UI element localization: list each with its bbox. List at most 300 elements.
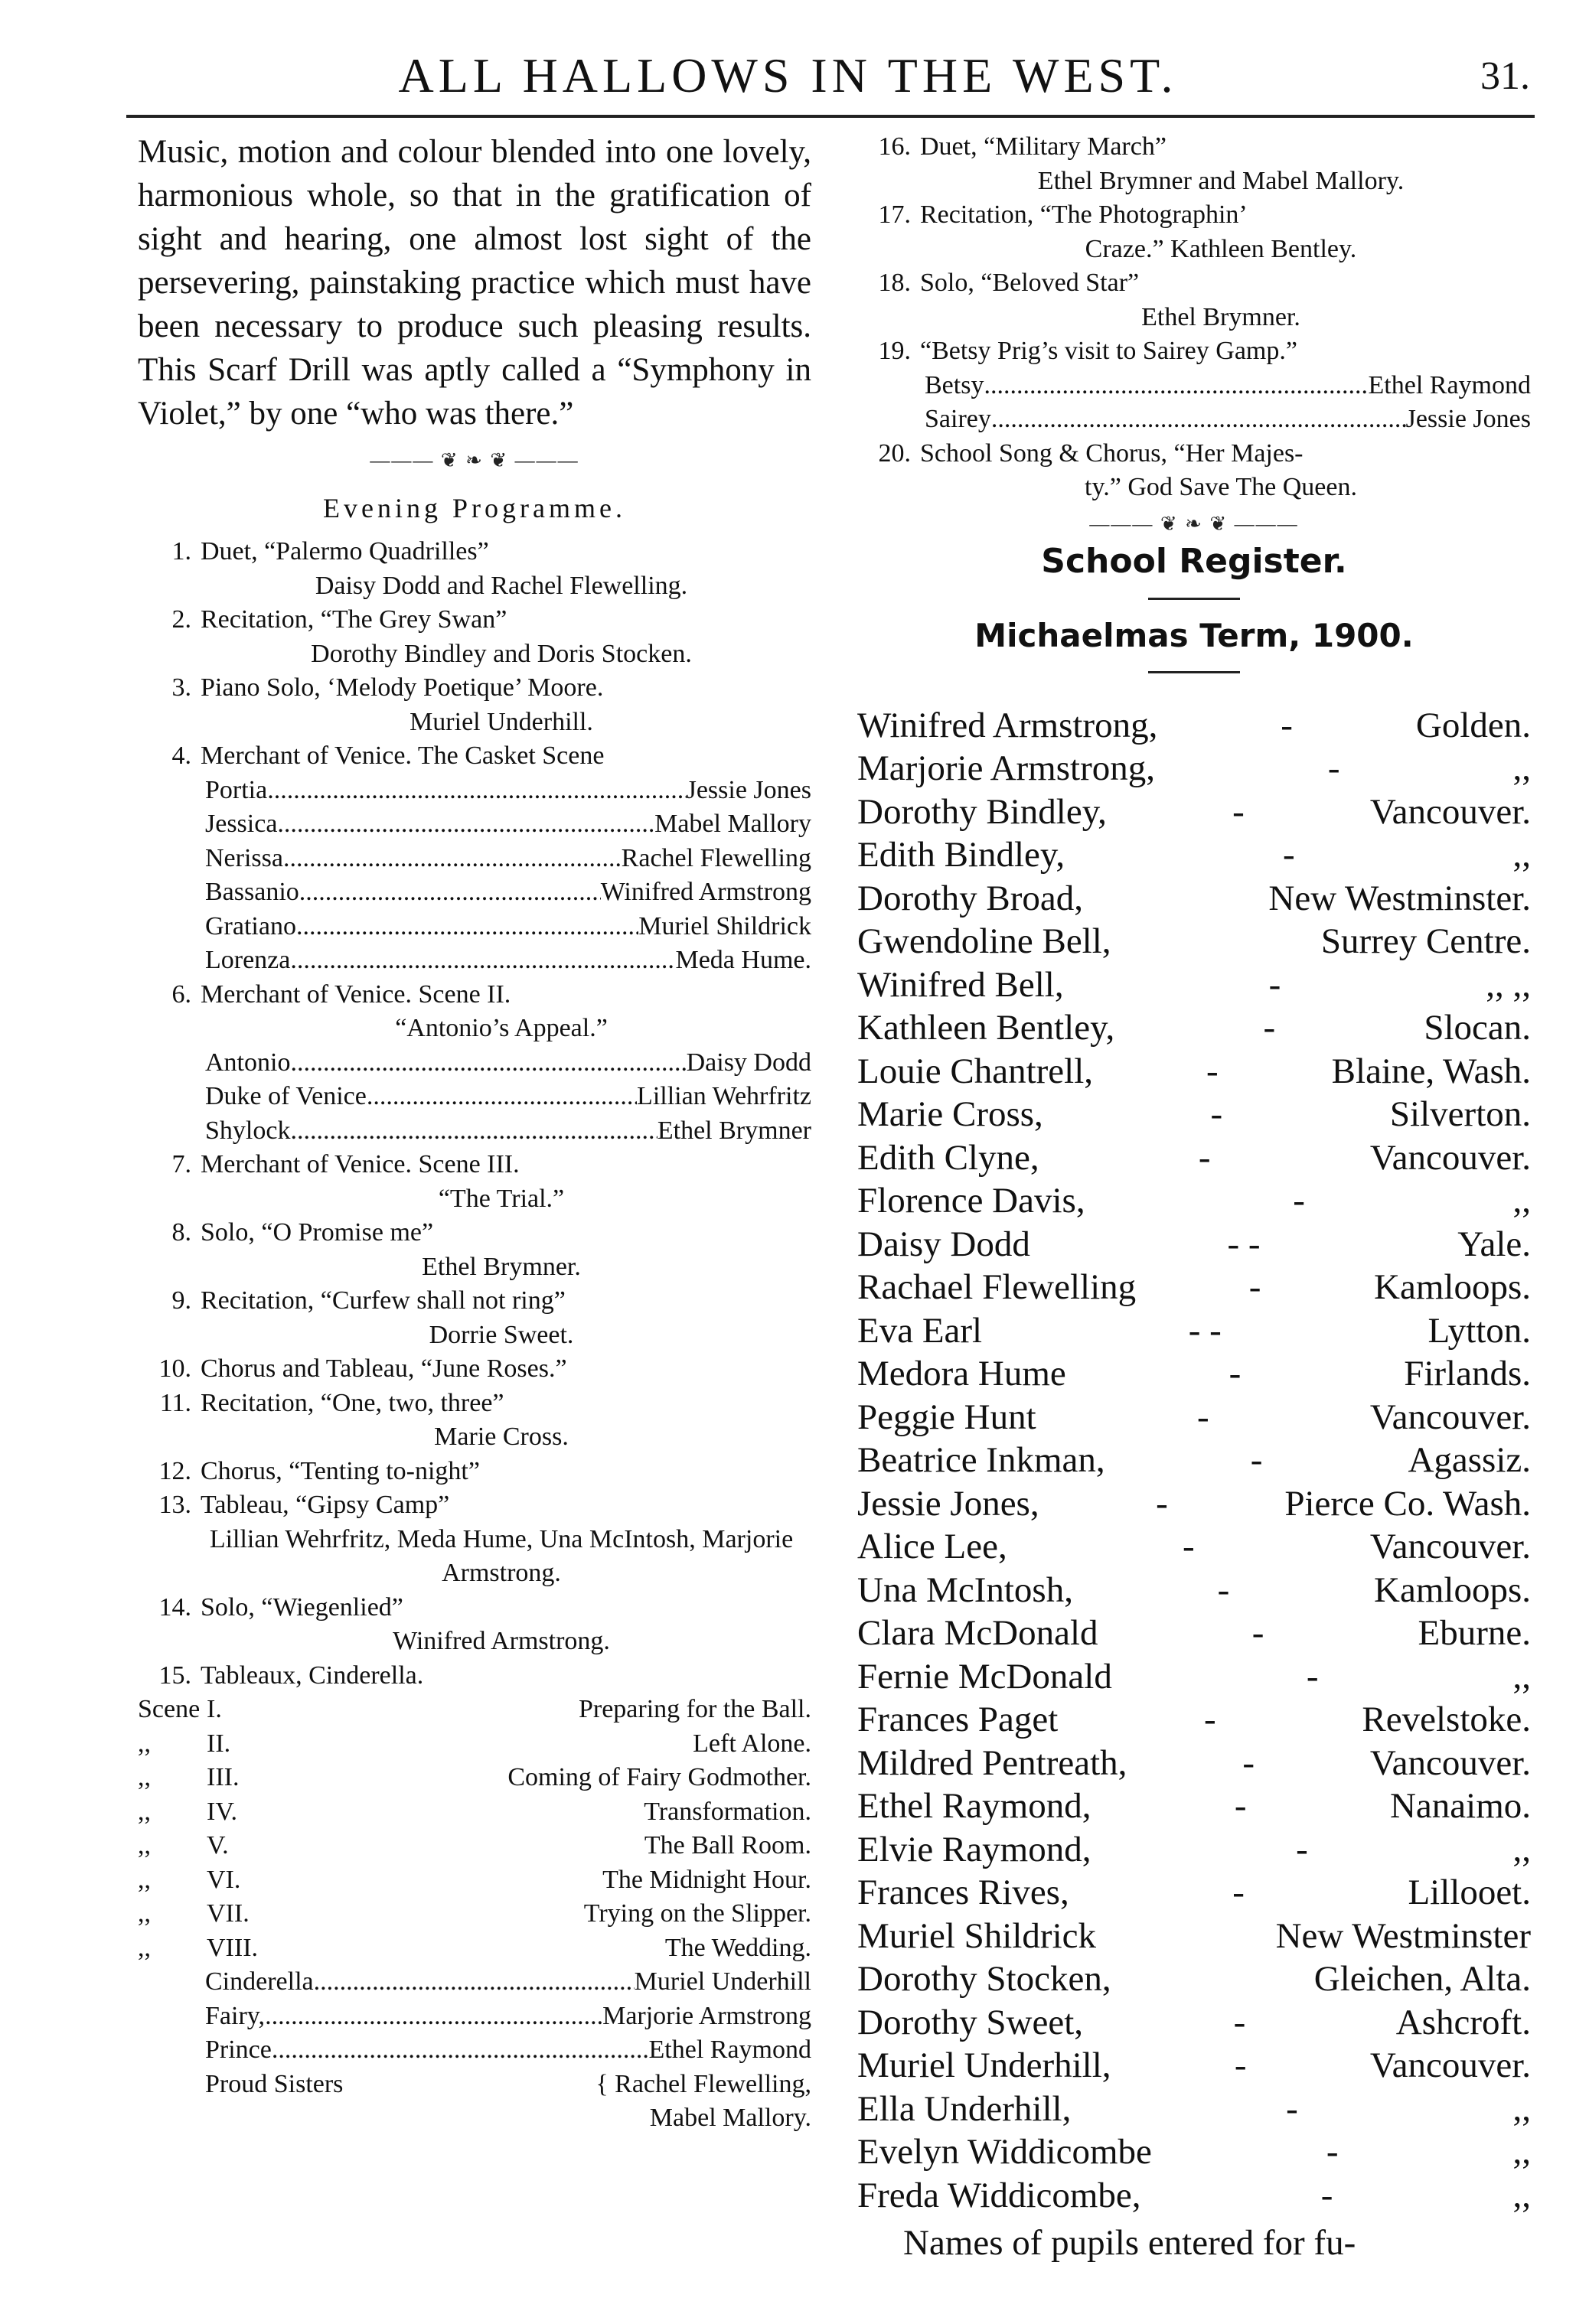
separator-dash: - — [1263, 1008, 1276, 1048]
separator-dash: - — [1232, 791, 1245, 832]
separator-dash: - — [1182, 1527, 1195, 1566]
register-row — [857, 963, 1531, 1007]
register-row — [857, 833, 1531, 877]
separator-dash: - — [1210, 1094, 1223, 1134]
leader-dots — [290, 1046, 686, 1081]
separator-dash: - — [1293, 1181, 1305, 1221]
separator-dash: - — [1206, 1051, 1219, 1091]
programme-item — [138, 1488, 811, 1591]
evening-programme-continued — [857, 130, 1531, 505]
separator-dash: - — [1327, 748, 1340, 788]
pupil-hometown: ,, — [1512, 835, 1531, 875]
intro-paragraph: Music, motion and colour blended into one lovely, harmonious whole, so that in the gratification of sight and hearing, one almost lost sight of the persevering, painstaking practice which must have been necessary to produce such pleasing results. This Scarf Drill was aptly called a “Symphony in Violet,” by one “who was there.” — [138, 134, 811, 432]
item-number: 16. — [878, 132, 911, 161]
item-title: Merchant of Venice. Scene III. — [201, 1150, 520, 1178]
item-performers: Ethel Brymner and Mabel Mallory. — [1037, 166, 1405, 195]
pupil-name: Louie Chantrell, — [857, 1051, 1094, 1091]
scene-row — [138, 1727, 811, 1762]
programme-items-7-14 — [138, 1148, 811, 1659]
separator-dash: - — [1242, 1742, 1255, 1783]
pupil-hometown: Gleichen, Alta. — [1313, 1959, 1531, 1999]
scene-number: VI. — [207, 1865, 241, 1894]
item-title: Solo, “O Promise me” — [201, 1218, 434, 1247]
programme-item-6: 6. Merchant of Venice. Scene II. “Antonio’s Appeal.” Antonio ..... Daisy Dodd Duke of Venice ..... Lillian Wehrfritz Shylock ..... Ethel Brymner — [138, 978, 811, 1149]
pupil-hometown: Nanaimo. — [1389, 1786, 1531, 1826]
scene-number: V. — [207, 1831, 229, 1860]
register-row — [857, 1309, 1531, 1353]
item-title: Solo, “Wiegenlied” — [201, 1592, 403, 1622]
programme-item-line — [857, 130, 1531, 165]
item-performers: Lillian Wehrfritz, Meda Hume, Una McIntosh, Marjorie Armstrong. — [209, 1524, 794, 1587]
cast-role: Gratiano — [205, 911, 296, 940]
item-performers: Dorothy Bindley and Doris Stocken. — [311, 639, 692, 668]
item-title: Recitation, “One, two, three” — [201, 1388, 504, 1417]
leader-dots — [290, 1114, 657, 1149]
separator-dash: - — [1306, 1656, 1319, 1697]
cast-role: Cinderella — [205, 1967, 314, 1996]
separator-dash: - — [1320, 2175, 1333, 2215]
separator-dash: - — [1251, 1613, 1264, 1653]
programme-item-line — [857, 198, 1531, 233]
separator-dash: - — [1233, 2002, 1246, 2042]
item-title: Recitation, “Curfew shall not ring” — [201, 1286, 566, 1315]
cast-list — [138, 774, 811, 978]
scene-number: IV. — [207, 1797, 237, 1826]
register-row — [857, 1612, 1531, 1655]
cast-actor: Jessie Jones — [686, 775, 811, 804]
pupil-name: Daisy Dodd — [857, 1224, 1030, 1264]
item-number: 2. — [171, 605, 191, 634]
programme-item — [138, 1387, 811, 1455]
item-number: 19. — [878, 337, 911, 365]
pupil-name: Marjorie Armstrong, — [857, 748, 1155, 788]
item-performers: Ethel Brymner. — [1141, 302, 1300, 331]
programme-item — [138, 603, 811, 671]
register-row — [857, 1223, 1531, 1266]
cast-role: Shylock — [205, 1116, 291, 1145]
item-number: 12. — [158, 1456, 191, 1485]
left-column — [138, 130, 811, 2136]
item-title: Chorus and Tableau, “June Roses.” — [201, 1354, 567, 1383]
pupil-hometown: Vancouver. — [1369, 2045, 1531, 2085]
cast-row: Proud Sisters { Rachel Flewelling, — [205, 2069, 811, 2098]
register-row — [857, 747, 1531, 790]
pupil-hometown: Firlands. — [1404, 1354, 1531, 1393]
pupil-hometown: Agassiz. — [1408, 1440, 1531, 1480]
pupil-name: Muriel Underhill, — [857, 2045, 1111, 2085]
register-row — [857, 1698, 1531, 1742]
scene-label: ,, — [138, 1797, 151, 1826]
programme-item — [138, 671, 811, 739]
item-number: 10. — [158, 1354, 191, 1383]
scene-row — [138, 1931, 811, 1966]
item-performers: Marie Cross. — [434, 1423, 569, 1451]
cast-actor: Ethel Raymond — [648, 2036, 811, 2064]
separator-dash: - — [1232, 1873, 1245, 1912]
item-number: 7. — [171, 1150, 191, 1178]
leader-dots — [991, 403, 1406, 437]
pupil-hometown: Kamloops. — [1374, 1569, 1531, 1610]
pupil-hometown: Vancouver. — [1369, 1742, 1531, 1783]
leader-dots — [290, 944, 675, 978]
scene-number: II. — [207, 1729, 231, 1758]
scene-title: Coming of Fairy Godmother. — [507, 1763, 811, 1791]
scene-number: I. — [207, 1695, 222, 1723]
item-title: Duet, “Military March” — [920, 132, 1167, 161]
pupil-name: Dorothy Bindley, — [857, 791, 1107, 832]
separator-dash: - — [1286, 2088, 1298, 2129]
scene-row — [138, 1863, 811, 1898]
register-row — [857, 2174, 1531, 2218]
pupil-hometown: Blaine, Wash. — [1331, 1051, 1531, 1091]
cast-list — [138, 1965, 811, 2068]
scene-number: VIII. — [207, 1933, 259, 1962]
cast-list — [138, 1046, 811, 1149]
pupil-hometown: ,, — [1512, 748, 1531, 788]
pupil-hometown: Silverton. — [1389, 1094, 1531, 1134]
pupil-hometown: Yale. — [1457, 1224, 1531, 1264]
scene-row — [138, 1761, 811, 1795]
register-row — [857, 704, 1531, 748]
pupil-name: Winifred Bell, — [857, 964, 1064, 1005]
pupil-name: Marie Cross, — [857, 1094, 1043, 1134]
right-column — [857, 130, 1531, 2266]
cast-row — [138, 875, 811, 910]
scene-row — [138, 1829, 811, 1863]
cast-actor: Marjorie Armstrong — [602, 2001, 811, 2030]
leader-dots — [367, 1080, 637, 1114]
scene-label: Scene — [138, 1695, 201, 1723]
item-title: Solo, “Beloved Star” — [920, 269, 1140, 297]
page-number: 31. — [1480, 54, 1530, 98]
register-row — [857, 1785, 1531, 1828]
item-title: Recitation, “The Grey Swan” — [201, 605, 507, 634]
pupil-name: Ethel Raymond, — [857, 1786, 1091, 1826]
cast-role: Prince — [205, 2036, 272, 2064]
register-row — [857, 1915, 1531, 1958]
cast-role: Duke of Venice — [205, 1082, 367, 1110]
separator-dash: - — [1228, 1354, 1242, 1393]
cast-row — [138, 2033, 811, 2068]
scene-title: The Ball Room. — [644, 1831, 811, 1860]
register-row — [857, 1093, 1531, 1136]
evening-programme — [138, 535, 811, 2136]
cast-role: Fairy, — [205, 2001, 266, 2030]
register-row — [857, 1655, 1531, 1699]
pupil-name: Florence Davis, — [857, 1181, 1085, 1221]
programme-item-4: 4. Merchant of Venice. The Casket Scene Portia ..... Jessie Jones Jessica ..... Mabel Mallory Nerissa ..... Rachel Flewelling Bassanio ..... Winifred Armstrong Gratiano ..... Muriel Shildrick Lorenza ..... Meda Hume. — [138, 739, 811, 978]
pupil-hometown: New Westminster. — [1268, 878, 1531, 918]
cast-row — [138, 1114, 811, 1149]
cast-actor: Daisy Dodd — [686, 1048, 811, 1077]
item-number: 18. — [878, 269, 911, 297]
register-row — [857, 1482, 1531, 1526]
evening-programme-title: Evening Programme. — [323, 493, 626, 523]
item-number: 9. — [171, 1286, 191, 1315]
leader-dots — [283, 842, 622, 876]
pupil-hometown: Vancouver. — [1369, 1137, 1531, 1178]
scene-label: ,, — [138, 1865, 151, 1894]
pupil-name: Dorothy Sweet, — [857, 2002, 1084, 2042]
register-row — [857, 1179, 1531, 1223]
cast-row — [857, 403, 1531, 437]
title-rule — [1148, 598, 1240, 600]
item-number: 11. — [159, 1388, 191, 1417]
leader-dots — [314, 1965, 635, 2000]
programme-item — [138, 535, 811, 603]
separator-dash: - — [1156, 1483, 1168, 1524]
programme-item-line — [138, 603, 811, 637]
scene-title: Trying on the Slipper. — [583, 1899, 811, 1928]
cast-role: Bassanio — [205, 878, 299, 906]
item-performers: Dorrie Sweet. — [429, 1320, 574, 1349]
separator-dash — [1111, 920, 1321, 963]
cast-row — [138, 910, 811, 944]
item-number: 13. — [158, 1491, 191, 1519]
pupil-hometown: New Westminster — [1275, 1915, 1531, 1956]
programme-item-line — [857, 334, 1531, 369]
cast-row — [857, 369, 1531, 403]
pupil-name: Clara McDonald — [857, 1613, 1098, 1653]
register-row — [857, 1050, 1531, 1094]
separator-dash: - — [1217, 1569, 1230, 1610]
separator-dash: - - — [1227, 1224, 1261, 1264]
pupil-hometown: Surrey Centre. — [1320, 921, 1531, 961]
register-row — [857, 2130, 1531, 2174]
pupil-name: Eva Earl — [857, 1310, 983, 1351]
item-title: Chorus, “Tenting to-night” — [201, 1456, 480, 1485]
programme-items-1-3 — [138, 535, 811, 739]
scene-label: ,, — [138, 1933, 151, 1962]
programme-item-line — [138, 1216, 811, 1250]
pupil-name: Muriel Shildrick — [857, 1915, 1096, 1956]
programme-item — [857, 266, 1531, 334]
item-title: Piano Solo, ‘Melody Poetique’ Moore. — [201, 673, 604, 702]
scene-number: VII. — [207, 1899, 250, 1928]
scene-label: ,, — [138, 1729, 151, 1758]
item-title: Tableau, “Gipsy Camp” — [201, 1491, 450, 1519]
separator-dash: - — [1326, 2132, 1339, 2172]
register-row — [857, 1871, 1531, 1915]
pupil-name: Winifred Armstrong, — [857, 705, 1158, 745]
programme-item — [857, 130, 1531, 198]
register-row — [857, 1439, 1531, 1482]
item-performers: Winifred Armstrong. — [393, 1627, 610, 1655]
register-row — [857, 1136, 1531, 1180]
cast-list — [857, 369, 1531, 437]
programme-item-15: 15. Tableaux, Cinderella. Scene I. Preparing for the Ball. ,, II. Left Alone. ,, III. Coming of Fairy Godmother. ,, IV. Transformation. ,, V. The Ball Room. ,, VI. The Midnight Hour. ,, VII. Trying on the Slipper. ,, VIII. The Wedding. Cinderella ..... Muriel Underhill Fairy, ..... Marjorie Armstrong Prince ..... Ethel Raymond Proud Sisters { Rachel Flewelling, Mabel Mallory. — [138, 1659, 811, 2136]
pupil-hometown: Lillooet. — [1408, 1873, 1531, 1912]
cast-row — [138, 1046, 811, 1081]
closing-line: Names of pupils entered for fu- — [903, 2223, 1356, 2263]
programme-item — [138, 1352, 811, 1387]
register-row — [857, 2088, 1531, 2131]
cast-row — [138, 2000, 811, 2034]
pupil-name: Freda Widdicombe, — [857, 2175, 1141, 2215]
programme-item-line — [857, 266, 1531, 301]
pupil-name: Ella Underhill, — [857, 2088, 1072, 2129]
item-performers: Daisy Dodd and Rachel Flewelling. — [315, 571, 688, 600]
cast-row — [138, 1965, 811, 2000]
register-list — [857, 704, 1531, 2218]
programme-item-line — [138, 1352, 811, 1387]
programme-items-16-19 — [857, 130, 1531, 369]
programme-item-line — [138, 1148, 811, 1182]
scene-label: ,, — [138, 1899, 151, 1928]
cast-actor: Ethel Raymond — [1368, 370, 1531, 399]
leader-dots — [296, 910, 638, 944]
register-row — [857, 1828, 1531, 1872]
separator-dash: - — [1282, 835, 1295, 875]
programme-item-line — [138, 1387, 811, 1421]
scene-label: ,, — [138, 1763, 151, 1791]
separator-dash: - — [1204, 1700, 1216, 1739]
leader-dots — [272, 2033, 649, 2068]
programme-item-line — [138, 1455, 811, 1489]
cast-role: Portia — [205, 775, 268, 804]
separator-dash — [1111, 1957, 1314, 2001]
item-performers: Ethel Brymner. — [422, 1252, 581, 1281]
item-number: 14. — [158, 1592, 191, 1622]
cast-role: Nerissa — [205, 843, 283, 872]
register-row — [857, 1569, 1531, 1612]
pupil-hometown: ,, — [1512, 2175, 1531, 2215]
cast-actor: Jessie Jones — [1405, 405, 1531, 433]
register-row — [857, 920, 1531, 963]
scene-title: Transformation. — [644, 1797, 811, 1826]
separator-dash: - — [1248, 1267, 1261, 1307]
pupil-name: Fernie McDonald — [857, 1656, 1112, 1697]
cast-row — [138, 944, 811, 978]
cast-actor: Muriel Underhill — [634, 1967, 811, 1996]
pupil-hometown: ,, — [1512, 1181, 1531, 1221]
pupil-name: Mildred Pentreath, — [857, 1742, 1127, 1783]
pupil-name: Alice Lee, — [857, 1527, 1007, 1566]
pupil-name: Beatrice Inkman, — [857, 1440, 1105, 1480]
register-row — [857, 1396, 1531, 1439]
leader-dots — [265, 2000, 602, 2034]
scene-label: ,, — [138, 1831, 151, 1860]
cast-actor: Mabel Mallory — [654, 810, 811, 838]
register-row — [857, 877, 1531, 921]
ornament-divider: ——— ❦ ❧ ❦ ——— — [370, 449, 579, 471]
pupil-name: Frances Paget — [857, 1700, 1059, 1739]
separator-dash: - — [1196, 1397, 1209, 1437]
cast-actor: Ethel Brymner — [657, 1116, 811, 1145]
item-performers: “The Trial.” — [438, 1184, 565, 1213]
cast-row — [138, 1080, 811, 1114]
pupil-hometown: ,, — [1512, 2088, 1531, 2129]
pupil-hometown: ,, — [1512, 1656, 1531, 1697]
separator-dash: - — [1268, 964, 1281, 1005]
pupil-name: Dorothy Broad, — [857, 878, 1084, 918]
pupil-hometown: ,, ,, — [1486, 964, 1531, 1005]
scene-row — [138, 1693, 811, 1727]
register-row — [857, 1742, 1531, 1785]
cast-role: Lorenza — [205, 946, 291, 974]
separator-dash — [1083, 877, 1268, 921]
register-row — [857, 2001, 1531, 2045]
scene-row — [138, 1897, 811, 1931]
scene-title: Left Alone. — [693, 1729, 811, 1758]
separator-dash: - — [1198, 1137, 1211, 1178]
programme-item-line — [138, 671, 811, 706]
pupil-hometown: Ashcroft. — [1395, 2002, 1531, 2042]
register-title: School Register. — [1041, 541, 1347, 581]
cast-actor: Lillian Wehrfritz — [637, 1082, 811, 1110]
separator-dash: - - — [1188, 1310, 1222, 1351]
leader-dots — [277, 807, 654, 842]
cast-role: Betsy — [925, 370, 984, 399]
programme-item — [138, 1148, 811, 1216]
programme-item-line — [138, 1488, 811, 1523]
pupil-name: Edith Bindley, — [857, 835, 1065, 875]
pupil-name: Dorothy Stocken, — [857, 1959, 1111, 1999]
cast-role: Antonio — [205, 1048, 291, 1077]
cast-actor: Meda Hume. — [675, 946, 811, 974]
programme-item — [138, 1455, 811, 1489]
pupil-name: Gwendoline Bell, — [857, 921, 1111, 961]
separator-dash: - — [1296, 1829, 1308, 1869]
scene-row — [138, 1795, 811, 1830]
pupil-hometown: Revelstoke. — [1362, 1700, 1531, 1739]
leader-dots — [984, 369, 1368, 403]
item-title: Duet, “Palermo Quadrilles” — [201, 537, 489, 566]
register-row — [857, 1525, 1531, 1569]
pupil-hometown: Vancouver. — [1369, 791, 1531, 832]
scene-title: The Wedding. — [664, 1933, 811, 1962]
ornament-divider: ——— ❦ ❧ ❦ ——— — [1089, 512, 1299, 535]
pupil-name: Medora Hume — [857, 1354, 1066, 1393]
item-title: Recitation, “The Photographin’ — [920, 200, 1248, 229]
item-number: 8. — [171, 1218, 191, 1247]
pupil-name: Rachael Flewelling — [857, 1267, 1137, 1307]
register-row — [857, 2044, 1531, 2088]
header-rule — [126, 115, 1535, 118]
pupil-name: Jessie Jones, — [857, 1483, 1039, 1524]
leader-dots — [267, 774, 686, 808]
programme-item — [857, 334, 1531, 369]
programme-item-20: 20. School Song & Chorus, “Her Majes- ty.” God Save The Queen. — [878, 438, 1357, 501]
pupil-name: Una McIntosh, — [857, 1569, 1073, 1610]
pupil-name: Evelyn Widdicombe — [857, 2132, 1152, 2172]
item-number: 3. — [171, 673, 191, 702]
item-number: 1. — [171, 537, 191, 566]
item-title: “Betsy Prig’s visit to Sairey Gamp.” — [920, 337, 1297, 365]
cast-actor: Rachel Flewelling — [621, 843, 811, 872]
cast-role: Sairey — [925, 405, 991, 433]
pupil-hometown: ,, — [1512, 2132, 1531, 2172]
register-row — [857, 1266, 1531, 1309]
programme-item-line — [138, 1284, 811, 1318]
separator-dash — [1096, 1915, 1276, 1958]
pupil-name: Edith Clyne, — [857, 1137, 1039, 1178]
register-row — [857, 1957, 1531, 2001]
item-performers: Muriel Underhill. — [409, 707, 593, 736]
pupil-hometown: Kamloops. — [1374, 1267, 1531, 1307]
programme-item — [138, 1216, 811, 1284]
scene-list — [138, 1693, 811, 1965]
register-row — [857, 790, 1531, 834]
cast-row — [138, 842, 811, 876]
pupil-hometown: Lytton. — [1428, 1310, 1531, 1351]
register-row — [857, 1352, 1531, 1396]
register-row — [857, 1006, 1531, 1050]
programme-item-line — [138, 535, 811, 569]
scene-title: Preparing for the Ball. — [578, 1695, 811, 1723]
separator-dash: - — [1234, 2045, 1247, 2085]
programme-item — [138, 1284, 811, 1352]
